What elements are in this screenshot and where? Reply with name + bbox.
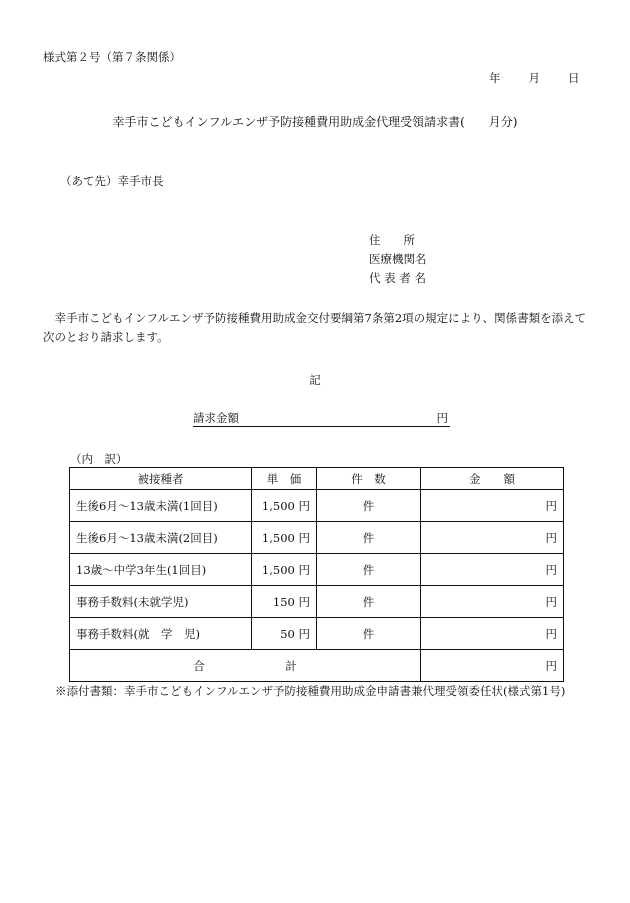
date-month: 月 xyxy=(528,71,540,85)
cell-price: 1,500 円 xyxy=(252,522,317,554)
cell-price: 1,500 円 xyxy=(252,490,317,522)
cell-count: 件 xyxy=(317,490,421,522)
table-row xyxy=(70,618,564,650)
date-year: 年 xyxy=(489,71,501,85)
cell-amount: 円 xyxy=(421,586,564,618)
cell-count: 件 xyxy=(317,618,421,650)
date-day: 日 xyxy=(568,71,580,85)
form-number: 様式第２号（第７条関係） xyxy=(43,50,181,64)
cell-count: 件 xyxy=(317,522,421,554)
claim-label: 請求金額 xyxy=(193,411,239,425)
cell-amount: 円 xyxy=(421,490,564,522)
addressee: （あて先）幸手市長 xyxy=(60,174,164,188)
cell-count: 件 xyxy=(317,586,421,618)
cell-amount: 円 xyxy=(421,522,564,554)
cell-price: 150 円 xyxy=(252,586,317,618)
cell-count: 件 xyxy=(317,554,421,586)
table-row xyxy=(70,490,564,522)
cell-price: 1,500 円 xyxy=(252,554,317,586)
table-header-row xyxy=(70,468,564,490)
table-total-row xyxy=(70,650,564,682)
table-row xyxy=(70,586,564,618)
cell-price: 50 円 xyxy=(252,618,317,650)
total-amount: 円 xyxy=(421,650,564,682)
claim-unit: 円 xyxy=(436,411,448,425)
address-label: 住 所 xyxy=(369,233,415,247)
breakdown-label: （内 訳） xyxy=(70,452,128,466)
header-count: 件 数 xyxy=(317,468,421,490)
table-row xyxy=(70,554,564,586)
header-price: 単 価 xyxy=(252,468,317,490)
institution-label: 医療機関名 xyxy=(369,252,427,266)
date-line xyxy=(489,70,580,86)
cell-recipient: 事務手数料(就 学 児) xyxy=(70,618,252,650)
cell-recipient: 13歳～中学3年生(1回目) xyxy=(70,554,252,586)
cell-recipient: 生後6月～13歳未満(2回目) xyxy=(70,522,252,554)
breakdown-table xyxy=(69,467,564,682)
document-title: 幸手市こどもインフルエンザ予防接種費用助成金代理受領請求書( 月分) xyxy=(112,115,518,129)
body-text: 幸手市こどもインフルエンザ予防接種費用助成金交付要綱第7条第2項の規定により、関係書類を添えて次のとおり請求します。 xyxy=(43,311,587,344)
header-amount: 金 額 xyxy=(421,468,564,490)
claim-amount-line xyxy=(193,410,450,427)
total-label: 合 計 xyxy=(70,650,421,682)
header-recipient: 被接種者 xyxy=(70,468,252,490)
cell-amount: 円 xyxy=(421,554,564,586)
attachment-note: ※添付書類：幸手市こどもインフルエンザ予防接種費用助成金申請書兼代理受領委任状(様式第1号) xyxy=(55,684,566,698)
cell-amount: 円 xyxy=(421,618,564,650)
table-row xyxy=(70,522,564,554)
sender-block xyxy=(369,231,427,288)
cell-recipient: 生後6月～13歳未満(1回目) xyxy=(70,490,252,522)
ki-heading: 記 xyxy=(309,373,321,387)
representative-label: 代 表 者 名 xyxy=(369,271,426,285)
cell-recipient: 事務手数料(未就学児) xyxy=(70,586,252,618)
